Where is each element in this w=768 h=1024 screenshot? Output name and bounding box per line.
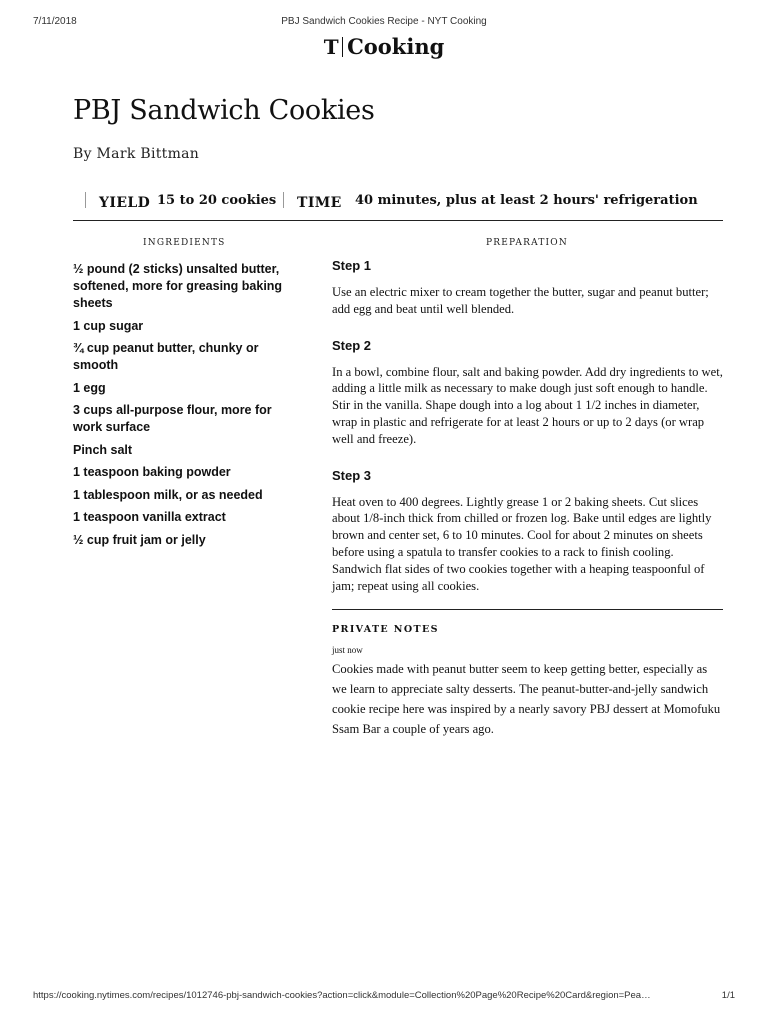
- yield-label: YIELD: [99, 195, 151, 211]
- meta-divider: [283, 192, 284, 208]
- private-notes-label: PRIVATE NOTES: [332, 624, 439, 635]
- ingredient-item: ½ pound (2 sticks) unsalted butter, softened, more for greasing baking sheets: [73, 262, 283, 310]
- time-value: 40 minutes, plus at least 2 hours' refrigeration: [355, 193, 698, 208]
- print-date: 7/11/2018: [33, 16, 77, 27]
- step-title: Step 3: [332, 467, 372, 483]
- print-url[interactable]: https://cooking.nytimes.com/recipes/1012746-pbj-sandwich-cookies?action=click&module=Collection%20Page%20Recipe%20Card&region=Pea…: [33, 990, 651, 1001]
- step-text: Use an electric mixer to cream together the butter, sugar and peanut butter; add egg and beat until well blended.: [332, 285, 709, 316]
- ingredient-item: 1 egg: [73, 380, 106, 395]
- prep-step: [332, 258, 724, 318]
- ingredient-item: Pinch salt: [73, 442, 133, 457]
- print-page-number: 1/1: [721, 990, 735, 1001]
- recipe-byline: By Mark Bittman: [73, 146, 200, 162]
- private-notes: [332, 609, 723, 739]
- prep-step: [332, 468, 724, 595]
- ingredient-item: 1 teaspoon baking powder: [73, 465, 231, 479]
- ingredients-list: [73, 261, 301, 554]
- nyt-cooking-logo[interactable]: [0, 34, 768, 59]
- step-title: Step 2: [332, 337, 372, 353]
- print-header: [33, 16, 735, 30]
- recipe-meta-row: [73, 186, 723, 221]
- preparation-steps: [332, 258, 724, 614]
- ingredient-item: ½ cup fruit jam or jelly: [73, 532, 206, 547]
- meta-divider: [85, 192, 86, 208]
- logo-text: Cooking: [347, 34, 445, 59]
- ingredient-item: 1 teaspoon vanilla extract: [73, 510, 226, 524]
- recipe-title: PBJ Sandwich Cookies: [73, 95, 375, 126]
- private-notes-timestamp: just now: [332, 645, 363, 655]
- nyt-t-logo-icon: T: [323, 35, 339, 59]
- yield-value: 15 to 20 cookies: [157, 193, 277, 208]
- ingredient-item: 1 cup sugar: [73, 318, 144, 333]
- print-document-title: PBJ Sandwich Cookies Recipe - NYT Cooking: [281, 16, 487, 27]
- step-text: In a bowl, combine flour, salt and baking powder. Add dry ingredients to wet, adding a little milk as necessary to make dough just soft enough to handle. Stir in the vanilla. Shape dough into a log about 1 1/2 inches in diameter, wrap in plastic and refrigerate for at least 2 hours or up to 2 days (or wrap well and freeze).: [332, 364, 723, 446]
- private-notes-text[interactable]: Cookies made with peanut butter seem to keep getting better, especially as we learn to appreciate salty desserts. The peanut-butter-and-jelly sandwich cookie recipe here was inspired by a nearly savory PBJ dessert at Momofuku Ssam Bar a couple of years ago.: [332, 662, 721, 736]
- time-label: TIME: [297, 195, 342, 211]
- preparation-heading: PREPARATION: [486, 238, 568, 248]
- ingredient-item: ¾ cup peanut butter, chunky or smooth: [73, 341, 259, 372]
- ingredient-item: 1 tablespoon milk, or as needed: [73, 487, 263, 502]
- step-title: Step 1: [332, 258, 372, 273]
- prep-step: [332, 338, 724, 448]
- ingredients-heading: INGREDIENTS: [143, 238, 226, 248]
- step-text: Heat oven to 400 degrees. Lightly grease 1 or 2 baking sheets. Cut slices about 1/8-inch thick from chilled or frozen log. Bake until edges are lightly brown and center set, 6 to 10 minutes. Cool for about 2 minutes on sheets before using a spatula to transfer cookies to a rack to finish cooling. Sandwich flat sides of two cookies together with a heaping teaspoonful of jam; repeat using all cookies.: [332, 494, 712, 593]
- logo-divider: [342, 37, 344, 57]
- print-footer: [33, 990, 735, 1004]
- ingredient-item: 3 cups all-purpose flour, more for work surface: [73, 403, 272, 434]
